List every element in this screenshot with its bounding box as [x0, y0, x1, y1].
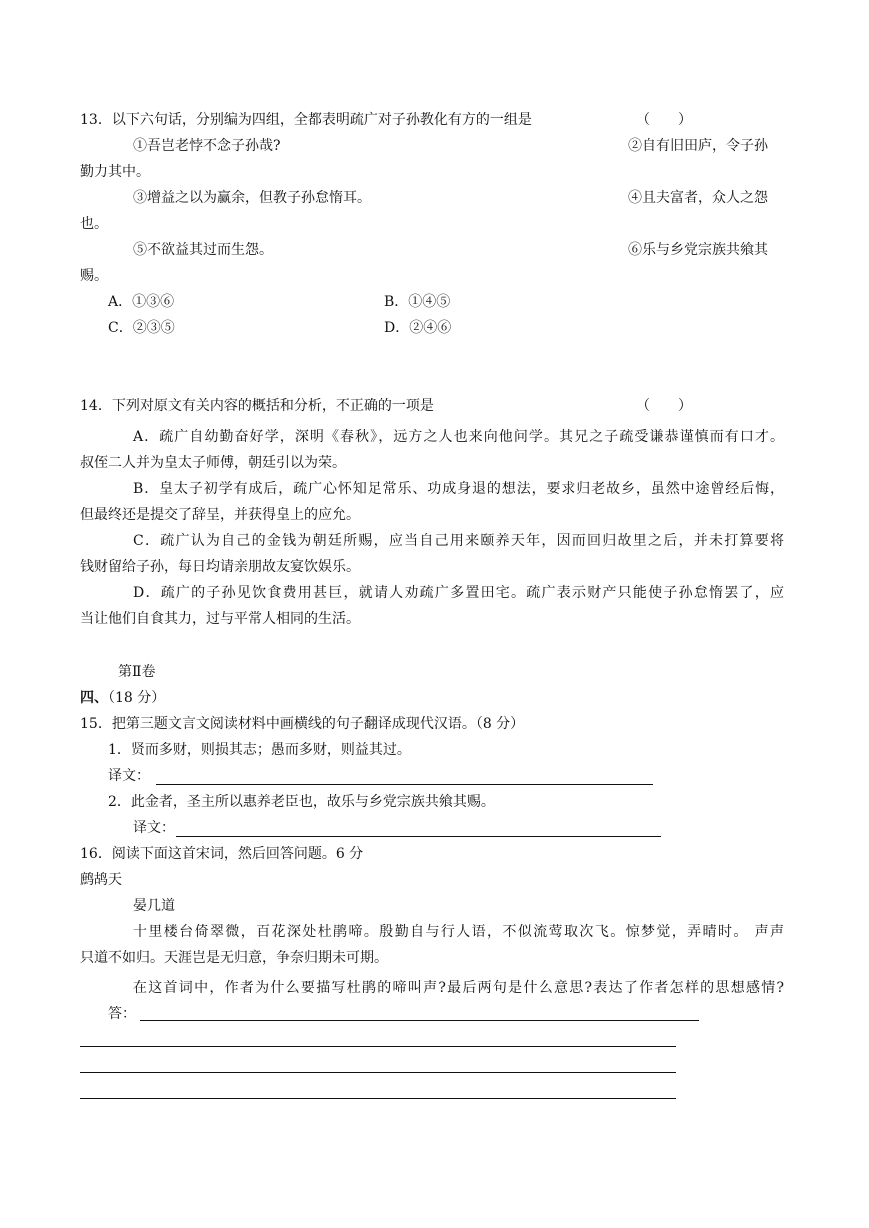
- q13-sentence-6-part-b: 赐。: [80, 268, 108, 284]
- q13-sentence-5: ⑤不欲益其过而生怨。: [133, 242, 273, 258]
- q16-answer-line-1[interactable]: [140, 1020, 699, 1021]
- poem-author: 晏几道: [133, 898, 175, 914]
- q16-answer-line-4[interactable]: [80, 1098, 676, 1099]
- q15-answer-line-2[interactable]: [176, 836, 661, 837]
- q13-sentence-2-part-b: 勤力其中。: [80, 164, 150, 180]
- q16-question: 在这首词中，作者为什么要描写杜鹃的啼叫声?最后两句是什么意思?表达了作者怎样的思想感情?: [133, 980, 784, 996]
- section-heading: [80, 688, 165, 708]
- q14-option-b-line-2: 但最终还是提交了辞呈，并获得皇上的应允。: [80, 507, 360, 523]
- poem-line-1: 十里楼台倚翠微，百花深处杜鹃啼。殷勤自与行人语，不似流莺取次飞。惊梦觉，弄晴时。 声声: [133, 924, 784, 940]
- q13-sentence-1: ①吾岂老悖不念子孙哉?: [133, 138, 281, 154]
- q14-option-a-line-1: A．疏广自幼勤奋好学，深明《春秋》，远方之人也来向他问学。其兄之子疏受谦恭谨慎而有口才。: [133, 429, 784, 445]
- q15-stem: 15．把第三题文言文阅读材料中画横线的句子翻译成现代汉语。（8 分）: [80, 716, 525, 732]
- q13-sentence-3: ③增益之以为赢余，但教子孙怠惰耳。: [133, 190, 371, 206]
- q16-answer-line-3[interactable]: [80, 1072, 676, 1073]
- q13-option-d: D．②④⑥: [384, 320, 452, 336]
- q16-stem: 16．阅读下面这首宋词，然后回答问题。6 分: [80, 846, 364, 862]
- q13-option-a: A．①③⑥: [108, 294, 175, 310]
- q14-option-a-line-2: 叔侄二人并为皇太子师傅，朝廷引以为荣。: [80, 455, 346, 471]
- q14-option-c-line-1: C．疏广认为自己的金钱为朝廷所赐，应当自己用来颐养天年，因而回归故里之后，并未打算要将: [133, 533, 784, 549]
- poem-line-2: 只道不如归。天涯岂是无归意，争奈归期未可期。: [80, 950, 388, 966]
- q14-option-d-line-1: D．疏广的子孙见饮食费用甚巨，就请人劝疏广多置田宅。疏广表示财产只能使子孙怠惰罢了，应: [133, 585, 784, 601]
- section-points: （18 分）: [108, 690, 166, 706]
- q15-answer-line-1[interactable]: [156, 784, 653, 785]
- poem-title: 鹧鸪天: [80, 872, 122, 888]
- q13-sentence-2-part-a: ②自有旧田庐，令子孙: [628, 138, 768, 154]
- q13-answer-paren: （ ）: [636, 112, 692, 128]
- q15-translation-label-2: 译文：: [133, 820, 175, 836]
- q14-option-c-line-2: 钱财留给子孙，每日均请亲朋故友宴饮娱乐。: [80, 559, 360, 575]
- q14-answer-paren: （ ）: [636, 398, 692, 414]
- q15-translation-label-1: 译文：: [108, 768, 150, 784]
- q16-answer-line-2[interactable]: [80, 1046, 676, 1047]
- q13-sentence-4-part-b: 也。: [80, 216, 108, 232]
- q13-sentence-6-part-a: ⑥乐与乡党宗族共飨其: [628, 242, 768, 258]
- volume-heading: 第Ⅱ卷: [118, 664, 156, 680]
- q15-item-1: 1．贤而多财，则损其志；愚而多财，则益其过。: [108, 742, 411, 758]
- q13-stem: 13．以下六句话，分别编为四组，全都表明疏广对子孙教化有方的一组是: [80, 112, 532, 128]
- q14-stem: 14．下列对原文有关内容的概括和分析，不正确的一项是: [80, 398, 434, 414]
- q14-option-b-line-1: B．皇太子初学有成后，疏广心怀知足常乐、功成身退的想法，要求归老故乡，虽然中途曾经后悔，: [133, 481, 784, 497]
- q16-answer-label: 答：: [108, 1006, 136, 1022]
- q13-option-b: B．①④⑤: [384, 294, 451, 310]
- section-number: 四、: [80, 690, 108, 706]
- q14-option-d-line-2: 当让他们自食其力，过与平常人相同的生活。: [80, 611, 360, 627]
- q13-option-c: C．②③⑤: [108, 320, 175, 336]
- q15-item-2: 2．此金者，圣主所以惠养老臣也，故乐与乡党宗族共飨其赐。: [108, 794, 495, 810]
- q13-sentence-4-part-a: ④且夫富者，众人之怨: [628, 190, 768, 206]
